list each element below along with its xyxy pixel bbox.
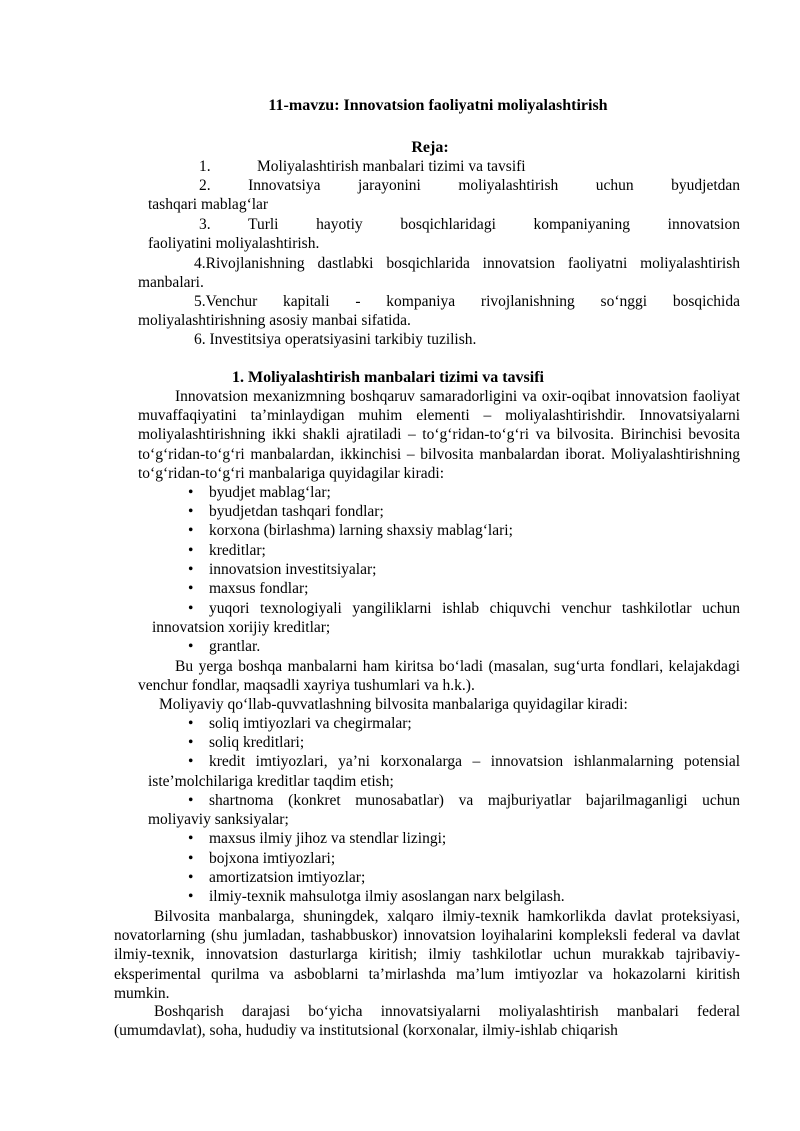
list-item-text: kredit imtiyozlari, ya’ni korxonalarga – innovatsion ishlanmalarning potensial <box>209 753 740 770</box>
plan-item-3-word: Turli <box>248 216 279 233</box>
plan-item-2-word: Innovatsiya <box>248 177 321 194</box>
list-item <box>188 502 384 521</box>
list-item <box>188 541 266 560</box>
bullet: • <box>188 753 194 770</box>
list-item-text: byudjet mablag‘lar; <box>209 484 331 501</box>
list-item <box>188 599 740 618</box>
list-item-text: amortizatsion imtiyozlar; <box>209 869 366 886</box>
section-1-heading: 1. Moliyalashtirish manbalari tizimi va tavsifi <box>232 369 544 386</box>
list-item <box>188 868 365 887</box>
list-item <box>188 579 308 598</box>
list-item-text: shartnoma (konkret munosabatlar) va majburiyatlar bajarilmaganligi uchun <box>209 792 740 809</box>
list-item <box>188 637 260 656</box>
list-item-text: grantlar. <box>209 638 261 655</box>
plan-item-2-word: 2. <box>199 177 211 194</box>
bullet: • <box>188 522 194 539</box>
plan-item-3-word: innovatsion <box>667 216 740 233</box>
plan-item-3-continuation: faoliyatini moliyalashtirish. <box>148 235 320 252</box>
list-item <box>188 887 565 906</box>
list-item <box>188 714 412 733</box>
plan-item-3-word: hayotiy <box>316 216 363 233</box>
list-item-text: maxsus fondlar; <box>209 580 309 597</box>
list-item <box>188 829 446 848</box>
plan-item-4: 4.Rivojlanishning dastlabki bosqichlarida innovatsion faoliyatni moliyalashtirish <box>194 255 740 272</box>
plan-item-4-continuation: manbalari. <box>138 274 204 291</box>
paragraph-intro: Innovatsion mexanizmning boshqaruv samaradorligini va oxir-oqibat innovatsion faoliyat muvaffaqiyatini ta’minlaydigan muhim elementi – moliyalashtirishdir. Innovatsiyalarni moliyalashtirishning ikki shakli ajratiladi – to‘g‘ridan-to‘g‘ri va bilvosita. Birinchisi bevosita to‘g‘ridan-to‘g‘ri manbalardan, ikkinchisi – bilvosita manbalardan iborat. Moliyalashtirishning to‘g‘ridan-to‘g‘ri manbalariga quyidagilar kiradi: <box>138 388 740 482</box>
plan-item-1-number: 1. <box>199 158 211 175</box>
plan-item-5-continuation: moliyalashtirishning asosiy manbai sifatida. <box>138 312 411 329</box>
list-item-continuation: innovatsion xorijiy kreditlar; <box>152 619 331 636</box>
list-item-text: ilmiy-texnik mahsulotga ilmiy asoslangan narx belgilash. <box>209 888 565 905</box>
list-item <box>188 849 335 868</box>
bullet: • <box>188 715 194 732</box>
list-item <box>188 560 376 579</box>
list-item <box>188 483 331 502</box>
list-item-text: byudjetdan tashqari fondlar; <box>209 503 384 520</box>
list-item-text: innovatsion investitsiyalar; <box>209 561 377 578</box>
list-item-text: bojxona imtiyozlari; <box>209 850 336 867</box>
plan-item-3-word: 3. <box>199 216 211 233</box>
bullet: • <box>188 484 194 501</box>
list-item-text: yuqori texnologiyali yangiliklarni ishlab chiquvchi venchur tashkilotlar uchun <box>209 600 740 617</box>
plan-heading: Reja: <box>411 139 449 156</box>
bullet: • <box>188 734 194 751</box>
list-item-continuation: iste’molchilariga kreditlar taqdim etish; <box>148 773 394 790</box>
plan-item-3-word: kompaniyaning <box>533 216 630 233</box>
plan-item-1-text: Moliyalashtirish manbalari tizimi va tavsifi <box>257 158 526 175</box>
list-item-continuation: moliyaviy sanksiyalar; <box>148 811 289 828</box>
bullet: • <box>188 561 194 578</box>
plan-item-2-word: uchun <box>595 177 634 194</box>
paragraph-indirect-intro: Moliyaviy qo‘llab-quvvatlashning bilvosita manbalariga quyidagilar kiradi: <box>159 696 628 713</box>
list-item <box>188 521 513 540</box>
list-item <box>188 733 304 752</box>
bullet: • <box>188 888 194 905</box>
bullet: • <box>188 542 194 559</box>
paragraph-indirect-extra: Bilvosita manbalarga, shuningdek, xalqaro ilmiy-texnik hamkorlikda davlat proteksiyasi, novatorlarning (shu jumladan, tashabbuskor) innovatsion loyihalarini kompleksli federal va davlat ilmiy-texnik, innovatsion dasturlarga kiritish; ilmiy tashkilotlar uchun murakkab tajribaviy-eksperimental qurilma va asboblarni ta’mirlashda ma’lum imtiyozlar va hokazolarni kiritish mumkin. <box>114 908 740 1002</box>
paragraph-other-sources: Bu yerga boshqa manbalarni ham kiritsa bo‘ladi (masalan, sug‘urta fondlari, kelajakdagi venchur fondlar, maqsadli xayriya tushumlari va h.k.). <box>138 658 740 695</box>
bullet: • <box>188 869 194 886</box>
bullet: • <box>188 580 194 597</box>
plan-item-2-continuation: tashqari mablag‘lar <box>148 196 269 213</box>
bullet: • <box>188 830 194 847</box>
plan-item-1 <box>199 157 589 176</box>
bullet: • <box>188 503 194 520</box>
list-item-text: soliq imtiyozlari va chegirmalar; <box>209 715 412 732</box>
list-item-text: soliq kreditlari; <box>209 734 305 751</box>
bullet: • <box>188 850 194 867</box>
bullet: • <box>188 600 194 617</box>
bullet: • <box>188 638 194 655</box>
list-item <box>188 791 740 810</box>
list-item-text: kreditlar; <box>209 542 266 559</box>
plan-item-2-word: byudjetdan <box>671 177 741 194</box>
plan-item-6: 6. Investitsiya operatsiyasini tarkibiy tuzilish. <box>194 331 477 348</box>
list-item-text: korxona (birlashma) larning shaxsiy mablag‘lari; <box>209 522 513 539</box>
plan-item-3-word: bosqichlaridagi <box>400 216 496 233</box>
plan-item-3 <box>199 215 740 234</box>
paragraph-management-level: Boshqarish darajasi bo‘yicha innovatsiyalarni moliyalashtirish manbalari federal (umumdavlat), soha, hududiy va institutsional (korxonalar, ilmiy-ishlab chiqarish <box>114 1003 740 1040</box>
document-title: 11-mavzu: Innovatsion faoliyatni moliyalashtirish <box>268 97 608 114</box>
plan-item-2 <box>199 176 740 195</box>
plan-item-2-word: jarayonini <box>357 177 421 194</box>
plan-item-5: 5.Venchur kapitali - kompaniya rivojlanishning so‘nggi bosqichida <box>194 293 740 310</box>
bullet: • <box>188 792 194 809</box>
list-item-text: maxsus ilmiy jihoz va stendlar lizingi; <box>209 830 447 847</box>
plan-item-2-word: moliyalashtirish <box>458 177 559 194</box>
list-item <box>188 752 740 771</box>
